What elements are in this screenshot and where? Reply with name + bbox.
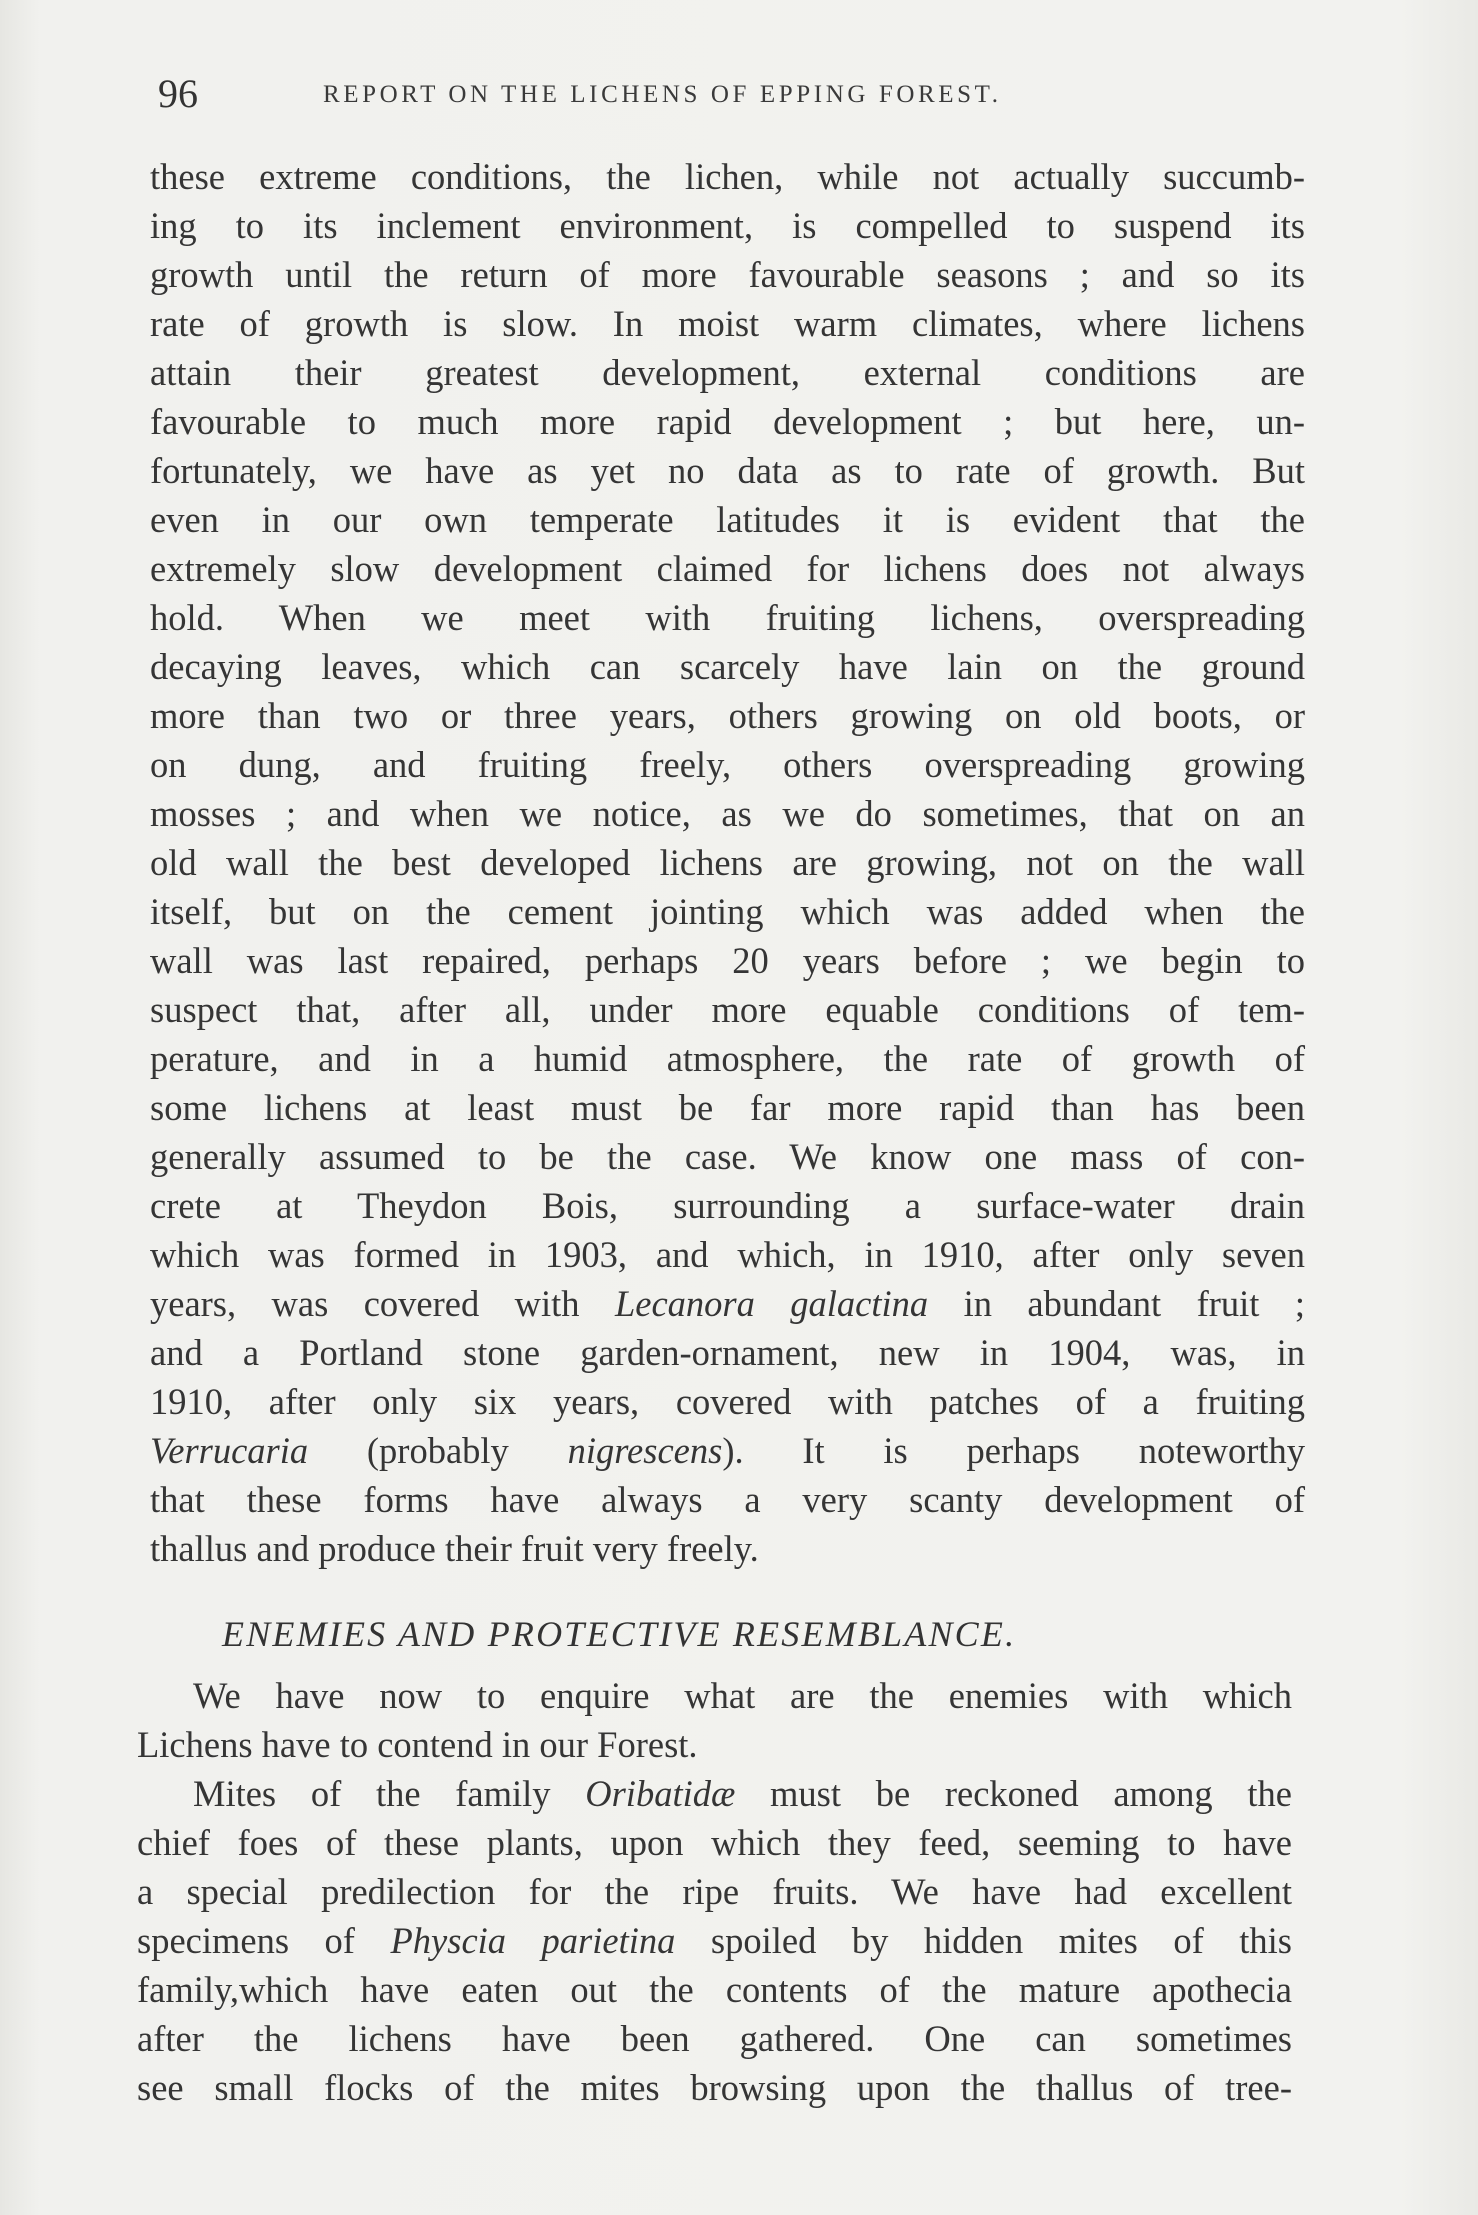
- running-title: REPORT ON THE LICHENS OF EPPING FOREST.: [323, 81, 1002, 108]
- text-run: (probably: [308, 1430, 568, 1471]
- text-line: and a Portland stone garden-ornament, new in 1904, was, in: [150, 1332, 1305, 1373]
- text-line: wall was last repaired, perhaps 20 years before ; we begin to: [150, 940, 1305, 981]
- text-line: [150, 1279, 1305, 1328]
- text-line: [137, 1769, 1292, 1818]
- text-line: favourable to much more rapid development ; but here, un-: [150, 401, 1305, 442]
- running-head: [158, 70, 1318, 120]
- text-line: rate of growth is slow. In moist warm climates, where lichens: [150, 303, 1305, 344]
- text-line: hold. When we meet with fruiting lichens, overspreading: [150, 597, 1305, 638]
- text-run: specimens of: [137, 1920, 391, 1961]
- text-line: We have now to enquire what are the enemies with which: [193, 1675, 1292, 1716]
- text-line: [137, 1916, 1292, 1965]
- text-line: suspect that, after all, under more equable conditions of tem-: [150, 989, 1305, 1030]
- body-text-2: [137, 1671, 1292, 2112]
- species-name: nigrescens: [567, 1430, 723, 1471]
- text-line: crete at Theydon Bois, surrounding a surface-water drain: [150, 1185, 1305, 1226]
- text-run: in abundant fruit ;: [928, 1283, 1306, 1324]
- text-line: more than two or three years, others growing on old boots, or: [150, 695, 1305, 736]
- text-line: which was formed in 1903, and which, in 1910, after only seven: [150, 1234, 1305, 1275]
- text-run: must be reckoned among the: [735, 1773, 1292, 1814]
- section-heading: ENEMIES AND PROTECTIVE RESEMBLANCE.: [222, 1614, 1017, 1654]
- text-line: growth until the return of more favourable seasons ; and so its: [150, 254, 1305, 295]
- text-line: itself, but on the cement jointing which was added when the: [150, 891, 1305, 932]
- body-text: [150, 152, 1305, 1573]
- page-number: 96: [158, 71, 198, 116]
- text-line: mosses ; and when we notice, as we do sometimes, that on an: [150, 793, 1305, 834]
- text-line: a special predilection for the ripe fruits. We have had excellent: [137, 1871, 1292, 1912]
- text-line: perature, and in a humid atmosphere, the rate of growth of: [150, 1038, 1305, 1079]
- text-line: old wall the best developed lichens are growing, not on the wall: [150, 842, 1305, 883]
- text-line: Lichens have to contend in our Forest.: [137, 1724, 698, 1765]
- text-line: ing to its inclement environment, is compelled to suspend its: [150, 205, 1305, 246]
- text-line: family,which have eaten out the contents of the mature apothecia: [137, 1969, 1292, 2010]
- text-line: thallus and produce their fruit very freely.: [150, 1528, 759, 1569]
- text-line: even in our own temperate latitudes it is evident that the: [150, 499, 1305, 540]
- text-line: extremely slow development claimed for lichens does not always: [150, 548, 1305, 589]
- species-name: Physcia parietina: [390, 1920, 676, 1961]
- text-line: see small flocks of the mites browsing upon the thallus of tree-: [137, 2067, 1292, 2108]
- genus-name: Verrucaria: [150, 1430, 309, 1471]
- text-line: fortunately, we have as yet no data as to rate of growth. But: [150, 450, 1305, 491]
- family-name: Oribatidæ: [585, 1773, 736, 1814]
- text-run: Mites of the family: [193, 1773, 586, 1814]
- text-line: chief foes of these plants, upon which they feed, seeming to have: [137, 1822, 1292, 1863]
- text-line: attain their greatest development, external conditions are: [150, 352, 1305, 393]
- text-line: after the lichens have been gathered. One can sometimes: [137, 2018, 1292, 2059]
- text-run: spoiled by hidden mites of this: [675, 1920, 1293, 1961]
- text-run: ). It is perhaps noteworthy: [722, 1430, 1305, 1471]
- text-line: some lichens at least must be far more rapid than has been: [150, 1087, 1305, 1128]
- text-run: years, was covered with: [150, 1283, 615, 1324]
- text-line: 1910, after only six years, covered with patches of a fruiting: [150, 1381, 1305, 1422]
- text-line: generally assumed to be the case. We know one mass of con-: [150, 1136, 1305, 1177]
- text-line: decaying leaves, which can scarcely have lain on the ground: [150, 646, 1305, 687]
- text-line: these extreme conditions, the lichen, while not actually succumb-: [150, 156, 1305, 197]
- text-line: [150, 1426, 1305, 1475]
- text-line: that these forms have always a very scanty development of: [150, 1479, 1305, 1520]
- text-line: on dung, and fruiting freely, others overspreading growing: [150, 744, 1305, 785]
- species-name: Lecanora galactina: [614, 1283, 929, 1324]
